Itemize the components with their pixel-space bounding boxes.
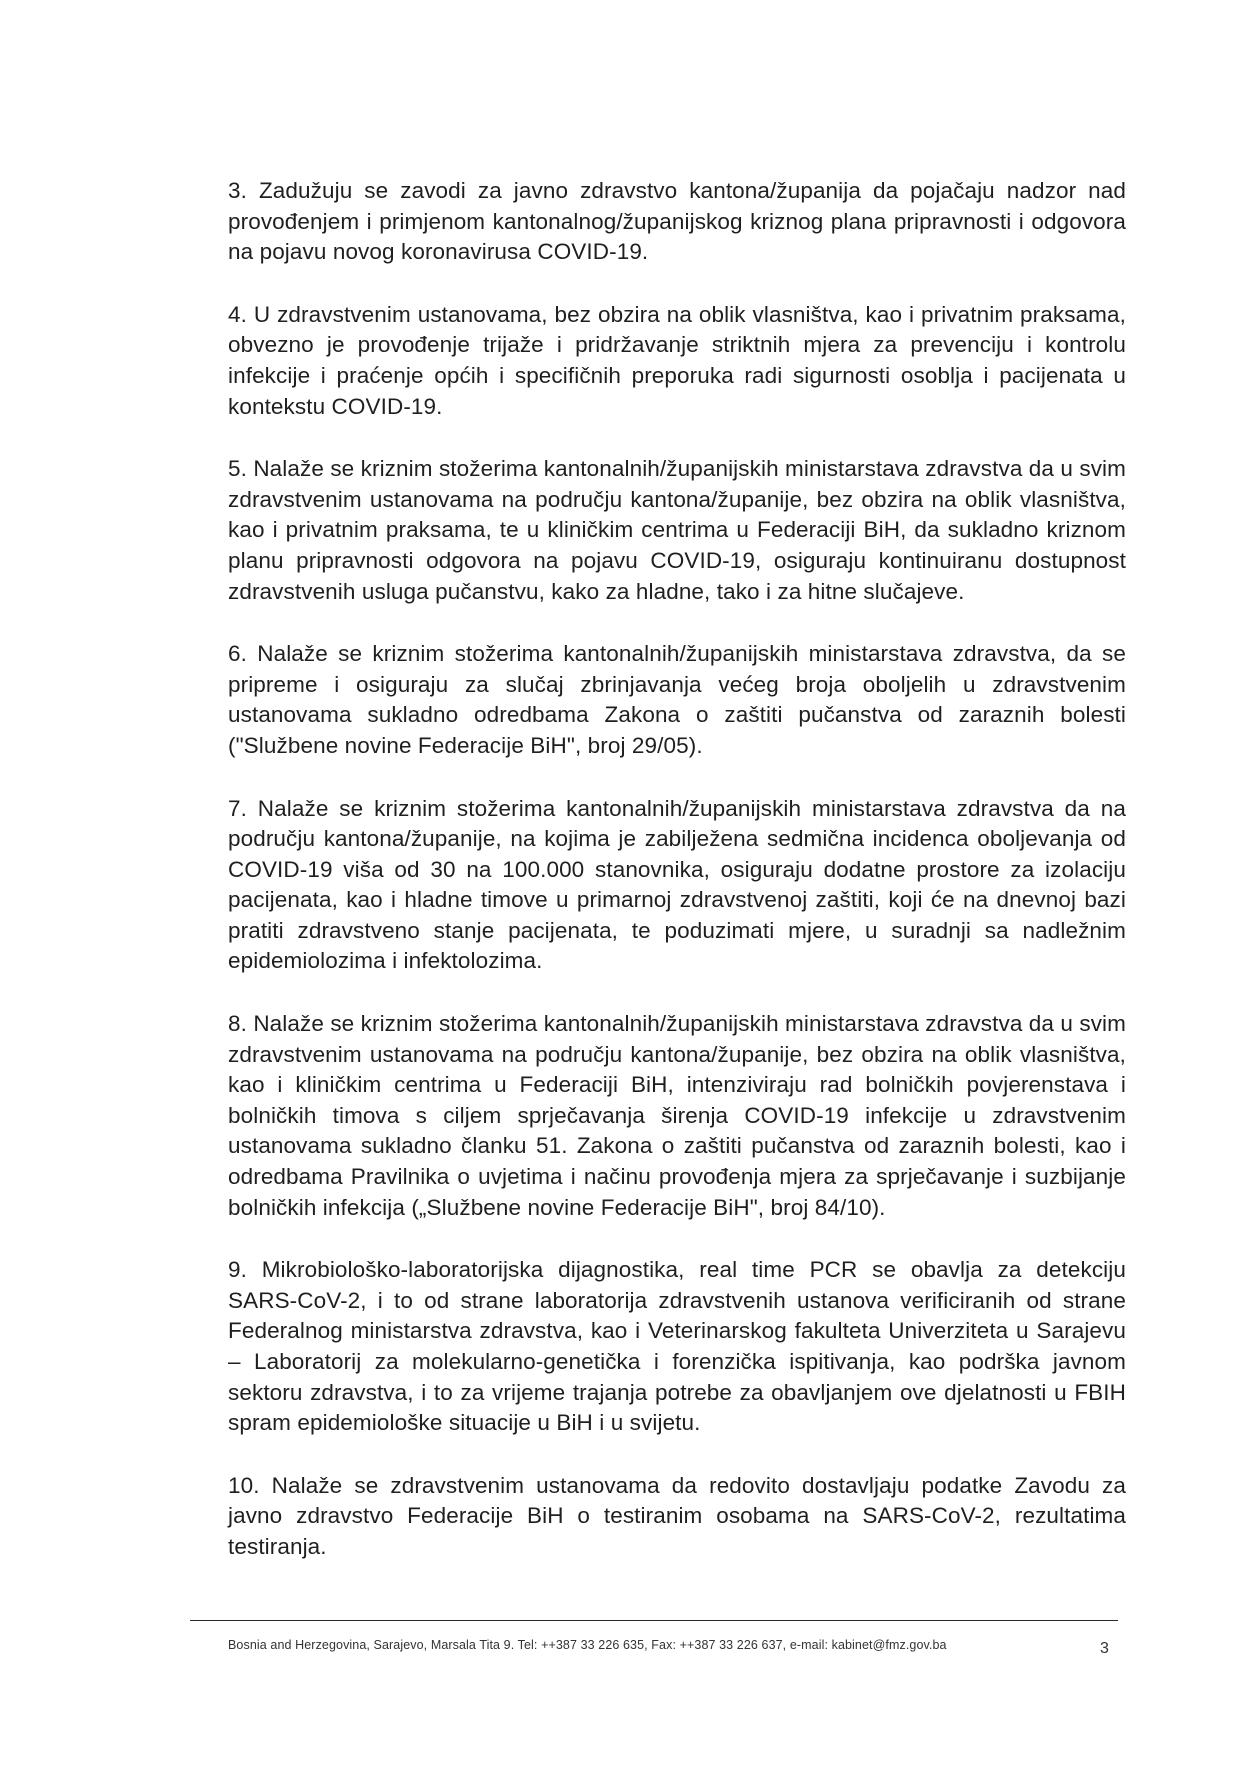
paragraph-6: 6. Nalaže se kriznim stožerima kantonalnih/županijskih ministarstava zdravstva, da se pripreme i osiguraju za slučaj zbrinjavanja većeg broja oboljelih u zdravstvenim ustanovama sukladno odredbama Zakona o zaštiti pučanstva od zaraznih bolesti ("Službene novine Federacije BiH", broj 29/05).: [228, 641, 1126, 758]
document-body: [228, 176, 1126, 1595]
paragraph-7: 7. Nalaže se kriznim stožerima kantonalnih/županijskih ministarstava zdravstva da na području kantona/županije, na kojima je zabilježena sedmična incidenca oboljevanja od COVID-19 viša od 30 na 100.000 stanovnika, osiguraju dodatne prostore za izolaciju pacijenata, kao i hladne timove u primarnoj zdravstvenoj zaštiti, koji će na dnevnoj bazi pratiti zdravstveno stanje pacijenata, te poduzimati mjere, u suradnji sa nadležnim epidemiolozima i infektolozima.: [228, 795, 1126, 974]
page-number: 3: [1100, 1640, 1109, 1657]
footer-contact: Bosnia and Herzegovina, Sarajevo, Marsala Tita 9. Tel: ++387 33 226 635, Fax: ++387 33 226 637, e-mail: kabinet@fmz.gov.ba: [228, 1638, 947, 1652]
paragraph-8: 8. Nalaže se kriznim stožerima kantonalnih/županijskih ministarstava zdravstva da u svim zdravstvenim ustanovama na području kantona/županije, bez obzira na oblik vlasništva, kao i kliničkim centrima u Federaciji BiH, intenziviraju rad bolničkih povjerenstava i bolničkih timova s ciljem sprječavanja širenja COVID-19 infekcije u zdravstvenim ustanovama sukladno članku 51. Zakona o zaštiti pučanstva od zaraznih bolesti, kao i odredbama Pravilnika o uvjetima i načinu provođenja mjera za sprječavanje i suzbijanje bolničkih infekcija („Službene novine Federacije BiH", broj 84/10).: [228, 1011, 1126, 1220]
footer-divider: [190, 1620, 1118, 1621]
paragraph-3: 3. Zadužuju se zavodi za javno zdravstvo kantona/županija da pojačaju nadzor nad provođenjem i primjenom kantonalnog/županijskog kriznog plana pripravnosti i odgovora na pojavu novog koronavirusa COVID-19.: [228, 178, 1126, 265]
paragraph-4: 4. U zdravstvenim ustanovama, bez obzira na oblik vlasništva, kao i privatnim praksama, obvezno je provođenje trijaže i pridržavanje striktnih mjera za prevenciju i kontrolu infekcije i praćenje općih i specifičnih preporuka radi sigurnosti osoblja i pacijenata u kontekstu COVID-19.: [228, 301, 1126, 419]
paragraph-5: 5. Nalaže se kriznim stožerima kantonalnih/županijskih ministarstava zdravstva da u svim zdravstvenim ustanovama na području kantona/županije, bez obzira na oblik vlasništva, kao i privatnim praksama, te u kliničkim centrima u Federaciji BiH, da sukladno kriznom planu pripravnosti odgovora na pojavu COVID-19, osiguraju kontinuiranu dostupnost zdravstvenih usluga pučanstvu, kako za hladne, tako i za hitne slučajeve.: [228, 456, 1126, 604]
paragraph-10: 10. Nalaže se zdravstvenim ustanovama da redovito dostavljaju podatke Zavodu za javno zdravstvo Federacije BiH o testiranim osobama na SARS-CoV-2, rezultatima testiranja.: [228, 1472, 1126, 1559]
paragraph-9: 9. Mikrobiološko-laboratorijska dijagnostika, real time PCR se obavlja za detekciju SARS-CoV-2, i to od strane laboratorija zdravstvenih ustanova verificiranih od strane Federalnog ministarstva zdravstva, kao i Veterinarskog fakulteta Univerziteta u Sarajevu – Laboratorij za molekularno-genetička i forenzička ispitivanja, kao podrška javnom sektoru zdravstva, i to za vrijeme trajanja potrebe za obavljanjem ove djelatnosti u FBIH spram epidemiološke situacije u BiH i u svijetu.: [228, 1257, 1126, 1436]
